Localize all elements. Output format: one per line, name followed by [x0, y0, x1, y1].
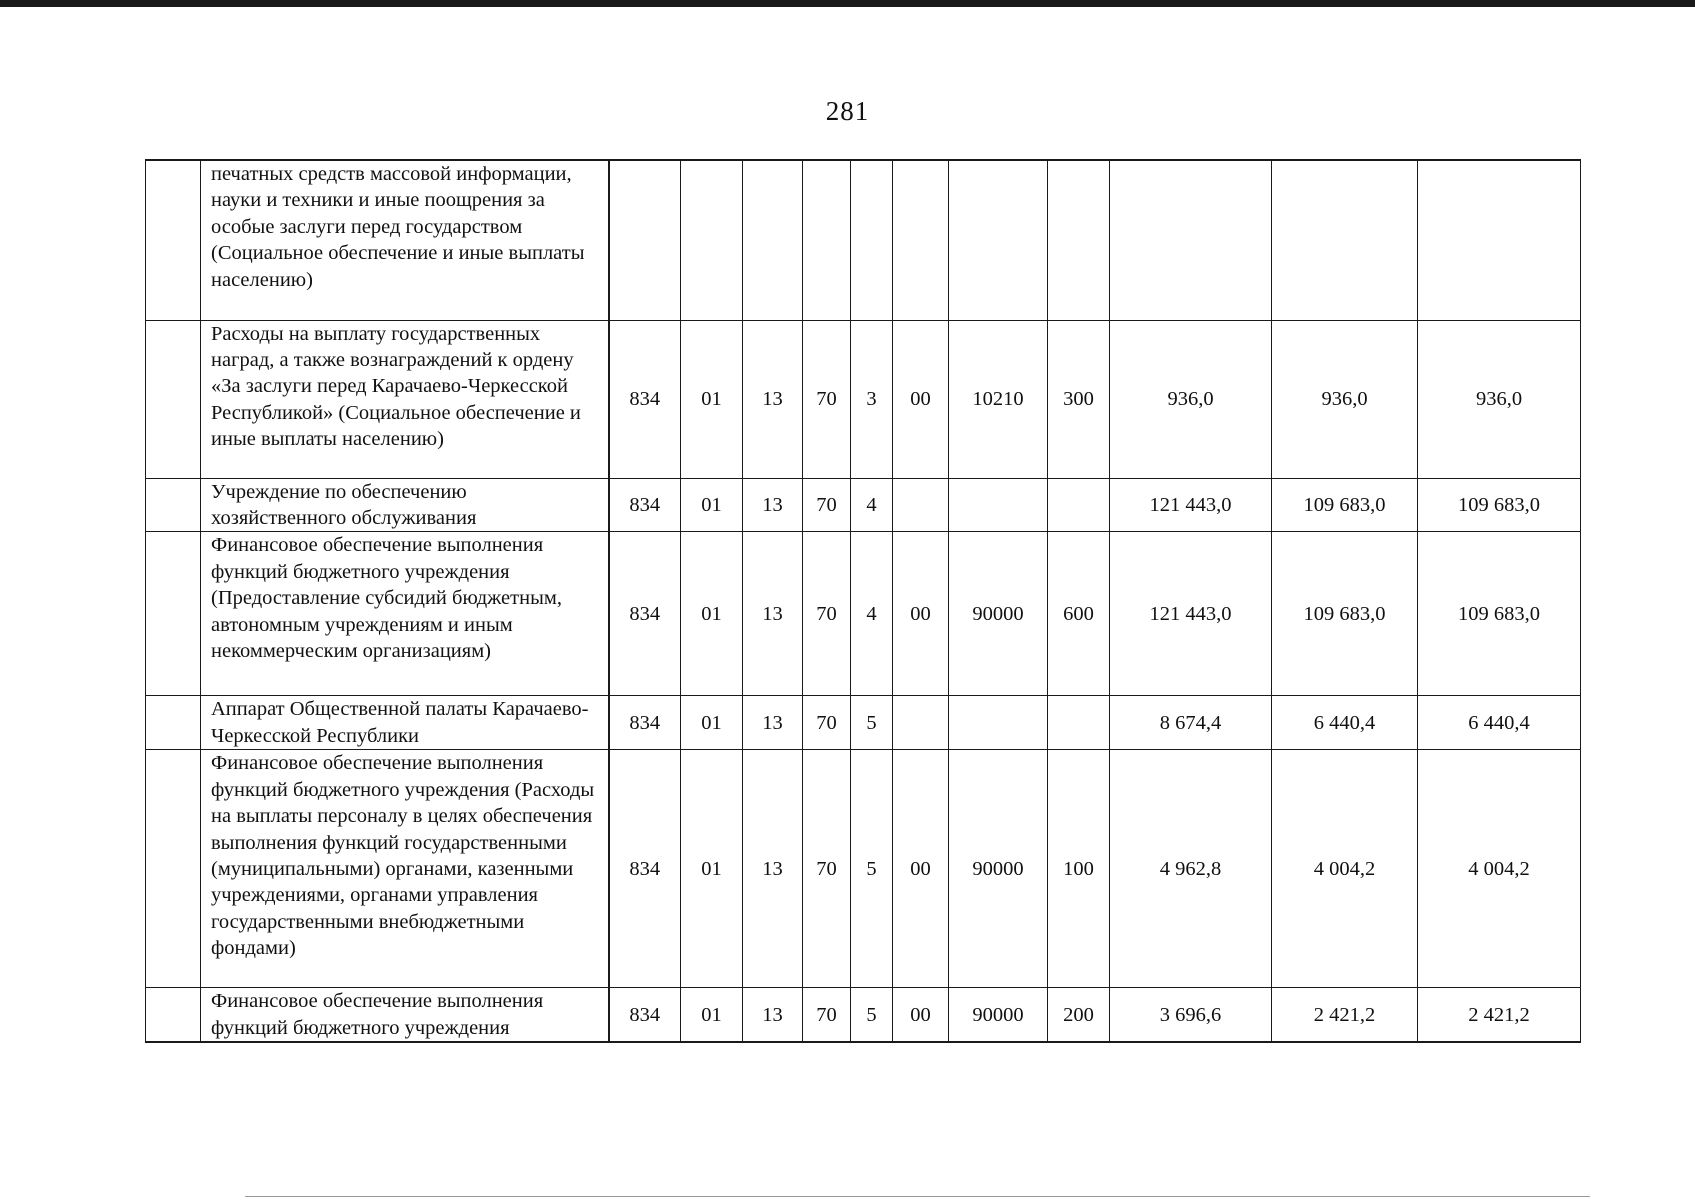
- row-number-cell: [146, 750, 201, 988]
- rz-cell: 01: [681, 988, 743, 1042]
- gr-cell: 834: [609, 320, 681, 478]
- cs-program-cell: 70: [803, 750, 851, 988]
- row-name-cell: Аппарат Общественной палаты Карачаево-Черкесской Республики: [201, 696, 609, 750]
- row-name-cell: Расходы на выплату государственных наград, а также вознаграждений к ордену «За заслуги перед Карачаево-Черкесской Республикой» (Социальное обеспечение и иные выплаты населению): [201, 320, 609, 478]
- sum-3-cell: 4 004,2: [1418, 750, 1581, 988]
- pr-cell: 13: [743, 320, 803, 478]
- gr-cell: [609, 160, 681, 320]
- cs-direction-cell: [949, 696, 1048, 750]
- vr-cell: [1048, 696, 1110, 750]
- pr-cell: 13: [743, 696, 803, 750]
- sum-1-cell: 121 443,0: [1110, 478, 1272, 532]
- sum-3-cell: 6 440,4: [1418, 696, 1581, 750]
- pr-cell: 13: [743, 532, 803, 696]
- budget-table: [145, 159, 1581, 1043]
- sum-1-cell: 3 696,6: [1110, 988, 1272, 1042]
- row-number-cell: [146, 696, 201, 750]
- sum-2-cell: 109 683,0: [1272, 532, 1418, 696]
- rz-cell: 01: [681, 478, 743, 532]
- sum-1-cell: 121 443,0: [1110, 532, 1272, 696]
- vr-cell: 200: [1048, 988, 1110, 1042]
- cs-direction-cell: 10210: [949, 320, 1048, 478]
- gr-cell: 834: [609, 478, 681, 532]
- table-row: [146, 320, 1581, 478]
- bottom-scan-line: [245, 1196, 1590, 1197]
- sum-2-cell: [1272, 160, 1418, 320]
- table-row: [146, 532, 1581, 696]
- row-number-cell: [146, 160, 201, 320]
- sum-2-cell: 4 004,2: [1272, 750, 1418, 988]
- cs-program-cell: [803, 160, 851, 320]
- row-number-cell: [146, 988, 201, 1042]
- cs-direction-cell: 90000: [949, 532, 1048, 696]
- table-row: [146, 696, 1581, 750]
- sum-2-cell: 6 440,4: [1272, 696, 1418, 750]
- row-name-cell: Финансовое обеспечение выполнения функций бюджетного учреждения (Предоставление субсидий бюджетным, автономным учреждениям и иным некоммерческим организациям): [201, 532, 609, 696]
- cs-direction-cell: [949, 160, 1048, 320]
- rz-cell: 01: [681, 320, 743, 478]
- sum-3-cell: 2 421,2: [1418, 988, 1581, 1042]
- gr-cell: 834: [609, 988, 681, 1042]
- gr-cell: 834: [609, 696, 681, 750]
- table-row: [146, 750, 1581, 988]
- pr-cell: 13: [743, 988, 803, 1042]
- sum-3-cell: 936,0: [1418, 320, 1581, 478]
- cs-subprogram-cell: 5: [851, 750, 893, 988]
- cs-subprogram-cell: 4: [851, 478, 893, 532]
- row-number-cell: [146, 478, 201, 532]
- table-row: [146, 478, 1581, 532]
- cs-program-cell: 70: [803, 532, 851, 696]
- row-name-cell: Финансовое обеспечение выполнения функций бюджетного учреждения: [201, 988, 609, 1042]
- pr-cell: [743, 160, 803, 320]
- sum-1-cell: 4 962,8: [1110, 750, 1272, 988]
- cs-subprogram-cell: 4: [851, 532, 893, 696]
- gr-cell: 834: [609, 532, 681, 696]
- rz-cell: [681, 160, 743, 320]
- cs-program-cell: 70: [803, 320, 851, 478]
- sum-3-cell: 109 683,0: [1418, 478, 1581, 532]
- cs-event-cell: 00: [893, 988, 949, 1042]
- sum-2-cell: 109 683,0: [1272, 478, 1418, 532]
- cs-subprogram-cell: 5: [851, 988, 893, 1042]
- vr-cell: [1048, 478, 1110, 532]
- cs-event-cell: 00: [893, 750, 949, 988]
- sum-3-cell: 109 683,0: [1418, 532, 1581, 696]
- row-name-cell: Учреждение по обеспечению хозяйственного обслуживания: [201, 478, 609, 532]
- cs-event-cell: [893, 696, 949, 750]
- cs-subprogram-cell: 5: [851, 696, 893, 750]
- gr-cell: 834: [609, 750, 681, 988]
- pr-cell: 13: [743, 750, 803, 988]
- sum-2-cell: 936,0: [1272, 320, 1418, 478]
- table-row: [146, 160, 1581, 320]
- cs-program-cell: 70: [803, 478, 851, 532]
- sum-2-cell: 2 421,2: [1272, 988, 1418, 1042]
- sum-3-cell: [1418, 160, 1581, 320]
- row-name-cell: печатных средств массовой информации, науки и техники и иные поощрения за особые заслуги перед государством (Социальное обеспечение и иные выплаты населению): [201, 160, 609, 320]
- row-number-cell: [146, 532, 201, 696]
- vr-cell: 300: [1048, 320, 1110, 478]
- sum-1-cell: 8 674,4: [1110, 696, 1272, 750]
- rz-cell: 01: [681, 696, 743, 750]
- pr-cell: 13: [743, 478, 803, 532]
- rz-cell: 01: [681, 532, 743, 696]
- cs-program-cell: 70: [803, 696, 851, 750]
- table-row: [146, 988, 1581, 1042]
- cs-direction-cell: 90000: [949, 988, 1048, 1042]
- page-number: 281: [825, 96, 870, 126]
- cs-event-cell: 00: [893, 532, 949, 696]
- cs-program-cell: 70: [803, 988, 851, 1042]
- sum-1-cell: [1110, 160, 1272, 320]
- cs-direction-cell: 90000: [949, 750, 1048, 988]
- vr-cell: 100: [1048, 750, 1110, 988]
- cs-subprogram-cell: [851, 160, 893, 320]
- top-scan-border: [0, 0, 1695, 7]
- sum-1-cell: 936,0: [1110, 320, 1272, 478]
- cs-event-cell: [893, 160, 949, 320]
- vr-cell: 600: [1048, 532, 1110, 696]
- cs-event-cell: [893, 478, 949, 532]
- row-name-cell: Финансовое обеспечение выполнения функций бюджетного учреждения (Расходы на выплаты персоналу в целях обеспечения выполнения функций государственными (муниципальными) органами, казенными учреждениями, органами управления государственными внебюджетными фондами): [201, 750, 609, 988]
- row-number-cell: [146, 320, 201, 478]
- vr-cell: [1048, 160, 1110, 320]
- cs-direction-cell: [949, 478, 1048, 532]
- rz-cell: 01: [681, 750, 743, 988]
- cs-subprogram-cell: 3: [851, 320, 893, 478]
- cs-event-cell: 00: [893, 320, 949, 478]
